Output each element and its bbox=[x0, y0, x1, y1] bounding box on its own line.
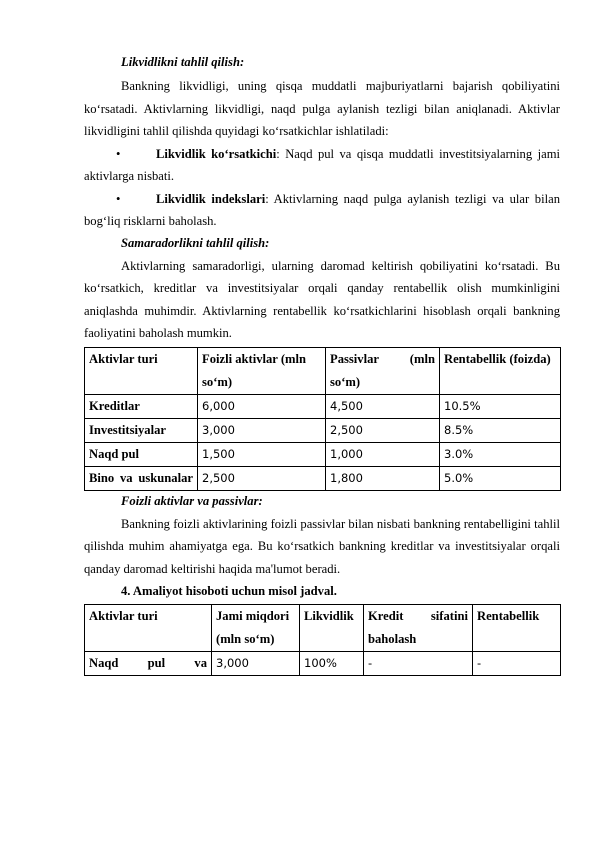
interest-assets-table bbox=[84, 347, 561, 491]
document-page bbox=[84, 52, 560, 676]
table-cell: 100% bbox=[300, 652, 364, 676]
table-row bbox=[85, 394, 561, 418]
table-header-cell: Jami miqdori (mln so‘m) bbox=[212, 605, 300, 652]
table-header-cell: Rentabellik bbox=[473, 605, 561, 652]
table-row bbox=[85, 466, 561, 490]
bullet-text: : Aktivlarning naqd pulga aylanish tezligi va ular bilan bog‘liq risklarni baholash. bbox=[84, 191, 560, 228]
bullet-icon: • bbox=[116, 191, 121, 206]
table-cell: 3,000 bbox=[198, 418, 326, 442]
liquidity-paragraph: Bankning likvidligi, uning qisqa muddatli majburiyatlarni bajarish qobiliyatini ko‘rsatadi. Aktivlarning likvidligi, naqd pulga aylanish tezligi bilan aniqlanadi. Aktivlar likvidligini tahlil qilishda quyidagi ko‘rsatkichlar ishlatiladi: bbox=[84, 79, 560, 138]
table-header-cell: Aktivlar turi bbox=[85, 347, 198, 394]
bullet-text: : Naqd pul va qisqa muddatli investitsiyalarning jami aktivlarga nisbati. bbox=[84, 146, 560, 183]
table-cell: - bbox=[364, 652, 473, 676]
interest-ratio-paragraph: Bankning foizli aktivlarining foizli passivlar bilan nisbati bankning rentabelligini tahlil qilishda muhim ahamiyatga ega. Bu ko‘rsatkich bankning kreditlar va investitsiyalar orqali qanday daromad keltirishi haqida ma'lumot beradi. bbox=[84, 516, 560, 576]
example-table-heading: 4. Amaliyot hisoboti uchun misol jadval. bbox=[121, 584, 337, 598]
table-header-cell: Passivlar (mln so‘m) bbox=[326, 347, 440, 394]
table-header-cell: Aktivlar turi bbox=[85, 605, 212, 652]
table-cell-label: Bino va uskunalar bbox=[85, 466, 198, 490]
table-cell: 4,500 bbox=[326, 394, 440, 418]
table-header-cell: Likvidlik bbox=[300, 605, 364, 652]
table-cell: 10.5% bbox=[440, 394, 561, 418]
table-cell: 2,500 bbox=[198, 466, 326, 490]
interest-ratio-heading: Foizli aktivlar va passivlar: bbox=[121, 493, 263, 508]
table-cell: 1,500 bbox=[198, 442, 326, 466]
table-cell-label: Naqd pul bbox=[85, 442, 198, 466]
table-cell: 8.5% bbox=[440, 418, 561, 442]
bullet-item-liquidity-ratio bbox=[84, 143, 560, 188]
example-report-table bbox=[84, 604, 561, 676]
bullet-term: Likvidlik ko‘rsatkichi bbox=[156, 146, 277, 161]
table-cell: 1,800 bbox=[326, 466, 440, 490]
table-row bbox=[85, 418, 561, 442]
table-cell-label: Naqd pul va bbox=[85, 652, 212, 676]
table-cell-label: Investitsiyalar bbox=[85, 418, 198, 442]
table-row bbox=[85, 652, 561, 676]
table-cell-label: Kreditlar bbox=[85, 394, 198, 418]
table-cell: 3,000 bbox=[212, 652, 300, 676]
bullet-icon: • bbox=[116, 146, 121, 161]
table-header-row bbox=[85, 347, 561, 394]
table-cell: 6,000 bbox=[198, 394, 326, 418]
table-cell: 2,500 bbox=[326, 418, 440, 442]
table-header-cell: Rentabellik (foizda) bbox=[440, 347, 561, 394]
table-header-cell: Foizli aktivlar (mln so‘m) bbox=[198, 347, 326, 394]
table-header-cell: Kredit sifatini baholash bbox=[364, 605, 473, 652]
table-cell: 1,000 bbox=[326, 442, 440, 466]
table-cell: 5.0% bbox=[440, 466, 561, 490]
bullet-term: Likvidlik indekslari bbox=[156, 191, 266, 206]
liquidity-heading: Likvidlikni tahlil qilish: bbox=[121, 55, 245, 69]
bullet-item-liquidity-index bbox=[84, 188, 560, 233]
table-cell: - bbox=[473, 652, 561, 676]
table-cell: 3.0% bbox=[440, 442, 561, 466]
table-row bbox=[85, 442, 561, 466]
profitability-paragraph: Aktivlarning samaradorligi, ularning daromad keltirish qobiliyatini ko‘rsatadi. Bu ko‘rsatkich, kreditlar va investitsiyalar orqali qanday rentabellik olish mumkinligini aniqlashda muhimdir. Aktivlarning rentabellik ko‘rsatkichlarini hisoblash orqali bankning faoliyatini baholash mumkin. bbox=[84, 258, 560, 340]
table-header-row bbox=[85, 605, 561, 652]
profitability-heading: Samaradorlikni tahlil qilish: bbox=[121, 235, 270, 250]
